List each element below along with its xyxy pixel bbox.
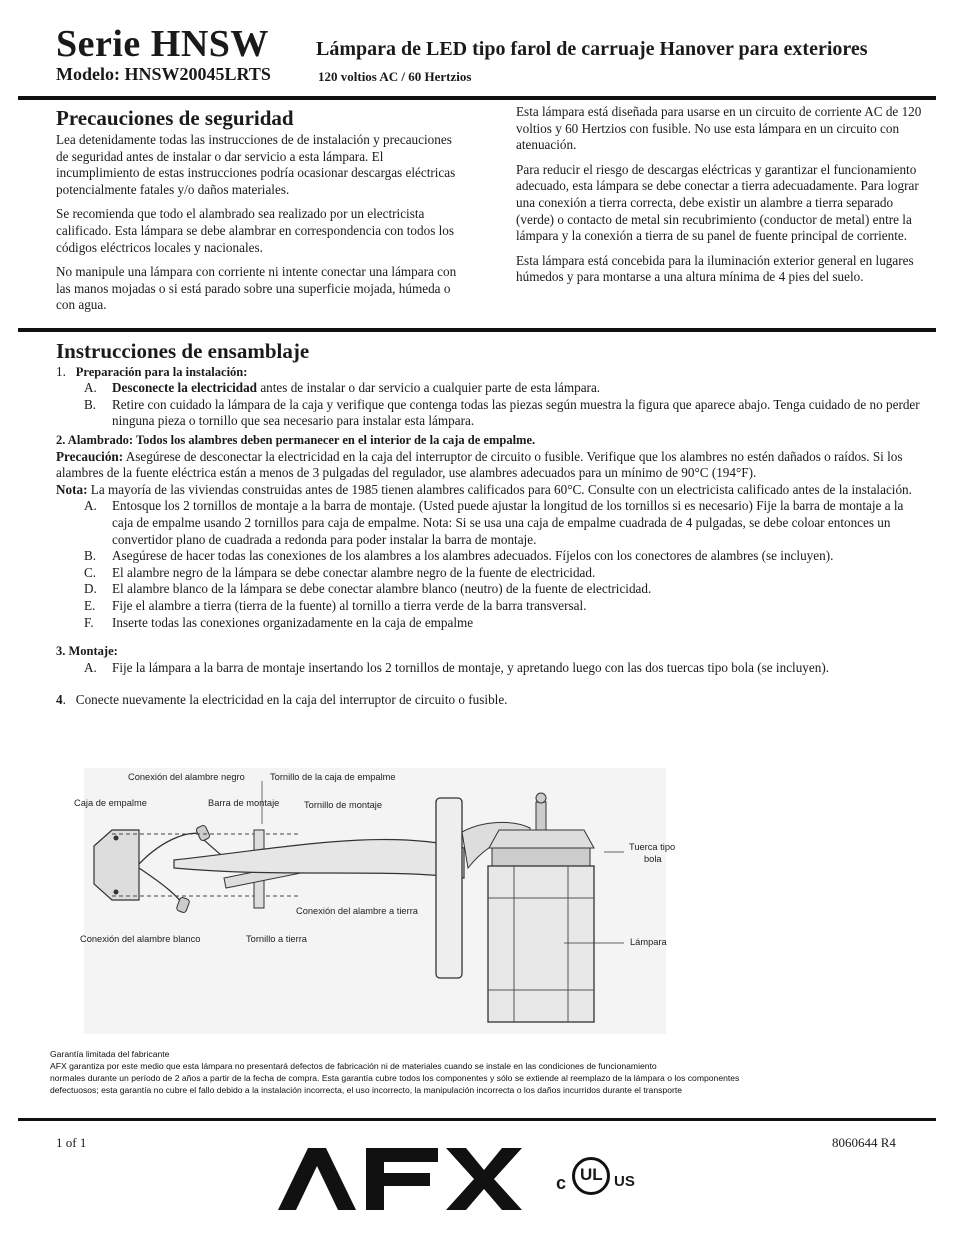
label-junction-screw: Tornillo de la caja de empalme [270,772,396,782]
safety-heading: Precauciones de seguridad [56,106,294,130]
safety-paragraph: Esta lámpara está diseñada para usarse en un circuito de corriente AC de 120 voltios y 60 Hertzios con fusible. No use esta lámpara en un circuito con atenuación. [516,104,922,153]
installation-diagram [74,768,676,1034]
afx-logo [278,1146,524,1210]
caution-text: Precaución: Asegúrese de desconectar la electricidad en la caja del interruptor de circuito o fusible. Verifique que los alambres no estén dañados o raídos. Si los alambres de la fuente eléctrica están a menos de 3 pulgadas del regulador, use alambres adecuados para un mínimo de 90°C (194°F). Nota: La mayoría de las viviendas construidas antes de 1985 tienen alambres calificados para 60°C. Consulte con un electricista calificado antes de la instalación. [56,448,912,497]
warranty-line: normales durante un período de 2 años a partir de la fecha de compra. Esta garantía cubre todos los componentes y sólo se extiende al reemplazo de la lámpara o los componentes [50,1073,740,1083]
section-divider [18,328,936,332]
label-ground-wire: Conexión del alambre a tierra [296,906,418,916]
warranty-line: AFX garantiza por este medio que esta lámpara no presentará defectos de fabricación ni de materiales cuando se instale en las condiciones de funcionamiento [50,1061,657,1071]
step-2f: F. Inserte todas las conexiones organizadamente en la caja de empalme [84,614,474,630]
step-4: 4. Conecte nuevamente la electricidad en la caja del interruptor de circuito o fusible. [56,692,508,708]
safety-paragraph: No manipule una lámpara con corriente ni intente conectar una lámpara con las manos mojadas o si está parado sobre una superficie mojada, húmeda o con agua. [56,264,457,313]
ul-text: UL [580,1165,603,1184]
label-black-wire: Conexión del alambre negro [128,772,245,782]
ul-c-text: c [556,1173,567,1193]
safety-left-column [56,106,466,322]
label-ground-screw: Tornillo a tierra [246,934,307,944]
assembly-section [56,339,922,709]
safety-paragraph: Lea detenidamente todas las instrucciones de de instalación y precauciones de seguridad antes de instalar o dar servicio a esta lámpara. El incumplimiento de estas instrucciones podría ocasionar descargas eléctricas potencialmente fatales y/o daños materiales. [56,132,456,197]
step-1-title: Preparación para la instalación: [75,364,248,379]
warranty-line: defectuosos; esta garantía no cubre el fallo debido a la instalación incorrecta, el uso incorrecto, la manipulación incorrecta o los daños incurridos durante el transporte [50,1085,683,1095]
label-mounting-screw: Tornillo de montaje [304,800,383,810]
safety-right-column [516,104,924,294]
afx-logo-mark [278,1146,524,1210]
label-junction-box: Caja de empalme [74,798,147,808]
series-title: Serie HNSW [56,23,269,65]
voltage-spec: 120 voltios AC / 60 Hertzios [318,69,472,84]
assembly-heading: Instrucciones de ensamblaje [56,339,310,363]
label-ball-nut-1: Tuerca tipo [629,842,676,852]
step-3a: A. Fije la lámpara a la barra de montaje insertando los 2 tornillos de montaje, y apretando luego con las dos tuercas tipo bola (se incluyen). [84,659,830,675]
page-number: 1 of 1 [56,1135,87,1150]
model-number: Modelo: HNSW20045LRTS [56,64,271,84]
header-divider [18,96,936,100]
label-lamp: Lámpara [630,937,667,947]
step-3-title: 3. Montaje: [56,644,118,659]
label-ball-nut-2: bola [644,854,662,864]
safety-paragraph: Para reducir el riesgo de descargas eléctricas y garantizar el funcionamiento adecuado, esta lámpara se debe conectar a tierra adecuadamente. Para lograr una conexión a tierra correcta, debe existir un alambre a tierra separado (verde) o contacto de metal sin recubrimiento (conductor de metal) entre la lámpara y la conexión a tierra de su panel de fuente principal de corriente. [516,161,919,244]
safety-paragraph: Esta lámpara está concebida para la iluminación exterior general en lugares húmedos y para montarse a una altura mínima de 4 pies del suelo. [516,252,914,285]
product-title: Lámpara de LED tipo farol de carruaje Hanover para exteriores [316,38,868,60]
step-2c: C. El alambre negro de la lámpara se debe conectar alambre negro de la fuente de electricidad. [84,564,596,580]
step-1a: A. Desconecte la electricidad antes de instalar o dar servicio a cualquier parte de esta lámpara. [84,380,601,396]
step-2d: D. El alambre blanco de la lámpara se debe conectar alambre blanco (neutro) de la fuente de electricidad. [84,581,652,597]
label-white-wire: Conexión del alambre blanco [80,934,201,944]
step-2e: E. Fije el alambre a tierra (tierra de la fuente) al tornillo a tierra verde de la barra transversal. [84,597,587,613]
warranty-block [50,1048,890,1096]
label-mounting-bar: Barra de montaje [208,798,280,808]
step-1b: B. Retire con cuidado la lámpara de la caja y verifique que contenga todas las piezas según muestra la figura que aparece abajo. Tenga cuidado de no perder ninguna pieza o tornillo que sea necesario para instalar esta lámpara. [84,396,920,429]
safety-paragraph: Se recomienda que todo el alambrado sea realizado por un electricista calificado. Esta lámpara se debe alambrar en correspondencia con todos los códigos eléctricos locales y nacionales. [56,206,455,255]
step-2b: B. Asegúrese de hacer todas las conexiones de los alambres a los alambres adecuados. Fíjelos con los conectores de alambres (se incluyen). [84,548,834,564]
warranty-title: Garantía limitada del fabricante [50,1049,170,1059]
footer-divider [18,1118,936,1121]
ul-certification-mark [556,1155,644,1199]
junction-box-shape [94,830,139,900]
step-2-title: 2. Alambrado: Todos los alambres deben permanecer en el interior de la caja de empalme. [56,432,536,447]
document-code: 8060644 R4 [832,1135,896,1150]
step-1: 1. Preparación para la instalación: [56,363,248,379]
ul-us-text: US [614,1173,635,1190]
step-2a: A. Entosque los 2 tornillos de montaje a la barra de montaje. (Usted puede ajustar la longitud de los tornillos si es necesario) Fije la barra de montaje a la caja de empalme usando 2 tornillos para caja de empalme. Nota: Si se usa una caja de empalme cuadrada de 4 pulgadas, se debe coloar entonces un convertidor plano de cuadrada a redonda para poder instalar la barra de montaje. [84,498,904,547]
